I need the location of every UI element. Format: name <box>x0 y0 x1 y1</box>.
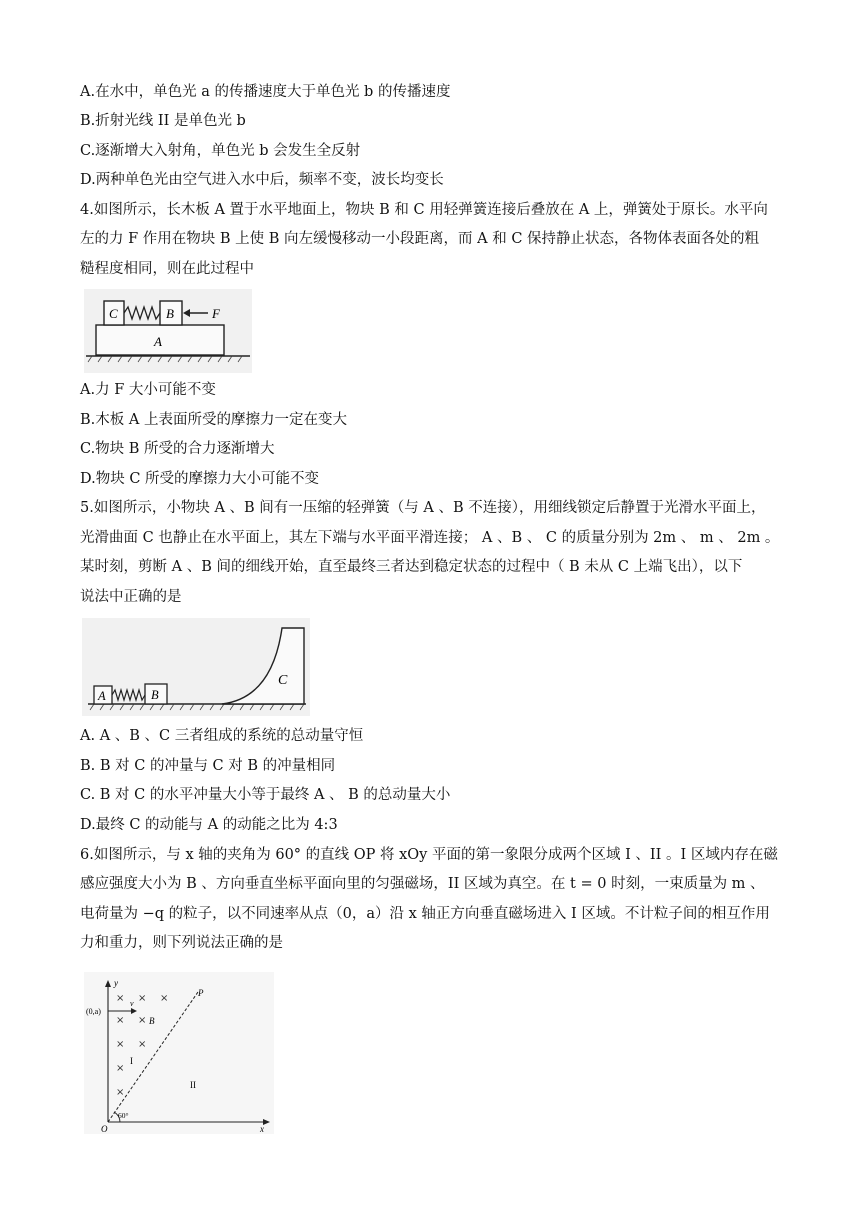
q4-stem-line1: 4.如图所示，长木板 A 置于水平地面上，物块 B 和 C 用轻弹簧连接后叠放在 A 上，弹簧处于原长。水平向 <box>80 202 768 218</box>
region-ii-label: II <box>190 1080 196 1090</box>
q5-option-d: D.最终 C 的动能与 A 的动能之比为 4:3 <box>80 817 338 833</box>
region-i-label: I <box>130 1056 133 1066</box>
surface-c-label: C <box>278 673 288 688</box>
block-c-label: C <box>109 306 118 321</box>
q5-stem-line1: 5.如图所示，小物块 A 、B 间有一压缩的轻弹簧（与 A 、B 不连接），用细线锁定后静置于光滑水平面上， <box>80 500 766 516</box>
q4-figure <box>84 289 252 373</box>
cross-mark: × <box>116 1063 125 1074</box>
q5-option-c: C. B 对 C 的水平冲量大小等于最终 A 、 B 的总动量大小 <box>80 787 451 803</box>
cross-mark: × <box>138 1039 147 1050</box>
q3-option-d: D.两种单色光由空气进入水中后，频率不变，波长均变长 <box>80 172 444 188</box>
q4-option-a: A.力 F 大小可能不变 <box>80 382 216 398</box>
q6-stem-line2: 感应强度大小为 B 、方向垂直坐标平面向里的匀强磁场，II 区域为真空。在 t = 0 时刻，一束质量为 m 、 <box>80 876 765 892</box>
q6-stem-line1: 6.如图所示，与 x 轴的夹角为 60° 的直线 OP 将 xOy 平面的第一象限分成两个区域 I 、II 。I 区域内存在磁 <box>80 847 778 863</box>
block-b-label: B <box>151 688 159 702</box>
x-axis-label: x <box>260 1124 264 1134</box>
q5-option-b: B. B 对 C 的冲量与 C 对 B 的冲量相同 <box>80 758 336 774</box>
cross-mark: × <box>138 1015 147 1026</box>
cross-mark: × <box>116 993 125 1004</box>
cross-mark: × <box>116 1087 125 1098</box>
q4-option-c: C.物块 B 所受的合力逐渐增大 <box>80 441 275 457</box>
q5-stem-line3: 某时刻，剪断 A 、B 间的细线开始，直至最终三者达到稳定状态的过程中（ B 未从 C 上端飞出），以下 <box>80 559 743 575</box>
q5-stem-line2: 光滑曲面 C 也静止在水平面上，其左下端与水平面平滑连接； A 、B 、 C 的质量分别为 2m 、 m 、 2m 。 <box>80 530 780 546</box>
block-b-label: B <box>166 306 174 321</box>
q3-option-a: A.在水中，单色光 a 的传播速度大于单色光 b 的传播速度 <box>80 84 451 100</box>
q3-option-b: B.折射光线 II 是单色光 b <box>80 113 246 129</box>
board-a-label: A <box>154 334 162 349</box>
q6-stem-line3: 电荷量为 −q 的粒子，以不同速率从点（0，a）沿 x 轴正方向垂直磁场进入 I 区域。不计粒子间的相互作用 <box>80 906 770 922</box>
force-f-label: F <box>212 306 220 321</box>
point-0a-label: (0,a) <box>86 1007 101 1016</box>
block-a-label: A <box>98 689 106 703</box>
q5-figure <box>82 618 310 716</box>
q4-option-d: D.物块 C 所受的摩擦力大小可能不变 <box>80 471 320 487</box>
q6-figure <box>84 972 274 1134</box>
q3-option-c: C.逐渐增大入射角，单色光 b 会发生全反射 <box>80 143 361 159</box>
q5-stem-line4: 说法中正确的是 <box>80 589 182 605</box>
cross-mark: × <box>116 1015 125 1026</box>
q4-stem-line2: 左的力 F 作用在物块 B 上使 B 向左缓慢移动一小段距离，而 A 和 C 保持静止状态，各物体表面各处的粗 <box>80 231 760 247</box>
cross-mark: × <box>160 993 169 1004</box>
q4-stem-line3: 糙程度相同，则在此过程中 <box>80 261 254 277</box>
point-p-label: P <box>198 988 204 998</box>
y-axis-label: y <box>114 978 118 988</box>
angle-label: 60° <box>118 1111 129 1120</box>
q4-option-b: B.木板 A 上表面所受的摩擦力一定在变大 <box>80 412 347 428</box>
velocity-label: v <box>130 999 134 1008</box>
origin-label: O <box>101 1124 108 1134</box>
field-b-label: B <box>149 1016 155 1026</box>
cross-mark: × <box>138 993 147 1004</box>
q6-stem-line4: 力和重力，则下列说法正确的是 <box>80 935 283 951</box>
cross-mark: × <box>116 1039 125 1050</box>
q5-option-a: A. A 、B 、C 三者组成的系统的总动量守恒 <box>80 728 364 744</box>
